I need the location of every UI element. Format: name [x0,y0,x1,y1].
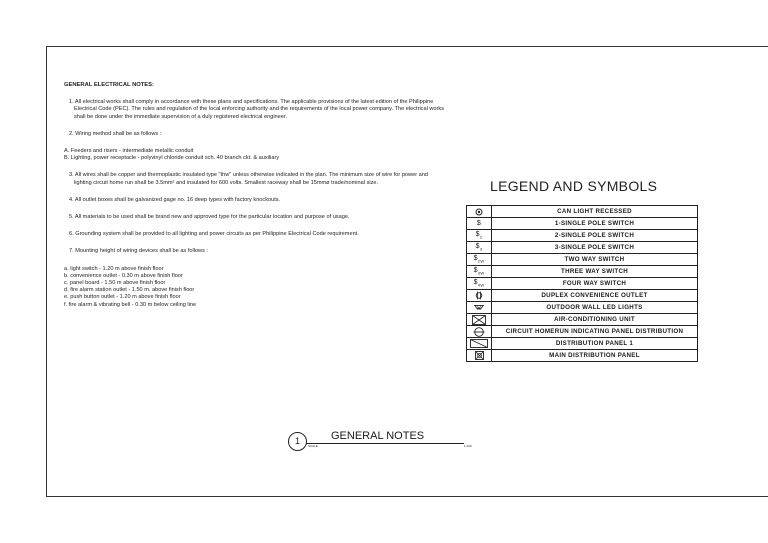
legend-label: DISTRIBUTION PANEL 1 [492,338,698,350]
legend-row [467,230,698,242]
sheet-border-bottom [46,496,768,497]
can-light-icon [467,206,492,218]
legend-label: THREE WAY SWITCH [492,266,698,278]
note-4: 4. All outlet boxes shall be galvanized gage no. 16 deep types with factory knockouts. [69,196,281,203]
four-way-switch-icon [467,278,492,290]
three-gang-switch-icon [467,242,492,254]
switch-glyph: $ [473,255,478,263]
legend-row [467,254,698,266]
note-7: 7. Mounting height of wiring devices shall be as follows : [69,248,208,255]
legend-label: AIR-CONDITIONING UNIT [492,314,698,326]
sheet-border-top [46,46,768,47]
switch-subscript: 2W [477,258,485,264]
note-2a: A. Feeders and risers - intermediate metallic conduit [64,148,194,155]
legend-label: OUTDOOR WALL LED LIGHTS [492,302,698,314]
legend-row [467,350,698,362]
mounting-height-c: c. panel board - 1.50 m above finish floor [64,280,166,287]
note-6: 6. Grounding system shall be provided to all lighting and power circuits as per Philippine Electrical Code requirement. [69,231,359,238]
note-2b: B. Lighting, power receptacle - polyvinyl chloride conduit sch. 40 branch ckt. & auxiliary [64,155,280,162]
legend-row [467,314,698,326]
legend-row [467,290,698,302]
duplex-outlet-icon [467,290,492,302]
wall-light-icon [467,302,492,314]
note-5: 5. All materials to be used shall be brand new and approved type for the particular location and purpose of usage. [69,214,350,221]
detail-number: 1 [288,432,307,451]
switch-subscript: 2 [479,234,483,240]
note-3: 3. All wires shall be copper and thermoplastic insulated type "thw" unless otherwise indicated in the plan. The minimum size of wire for power and lighting circuit home run shall be 3.5mm² and insulated for 600 volts. Smallest raceway shall be 15mmø trade/nominal size. [69,172,428,186]
two-gang-switch-icon [467,230,492,242]
legend-title: LEGEND AND SYMBOLS [490,178,658,194]
legend-label: CIRCUIT HOMERUN INDICATING PANEL DISTRIBUTION [492,326,698,338]
switch-glyph: $ [475,231,480,239]
caption-scale-label: SCALE [308,444,318,448]
homerun-icon [467,326,492,338]
legend-label: DUPLEX CONVENIENCE OUTLET [492,290,698,302]
caption-underline [306,443,464,444]
mounting-height-b: b. convenience outlet - 0.30 m above finish floor [64,272,183,279]
legend-label: MAIN DISTRIBUTION PANEL [492,350,698,362]
legend-row [467,302,698,314]
mounting-height-d: d. fire alarm station outlet - 1.50 m. above finish floor [64,287,195,294]
general-notes [64,82,444,309]
legend-table [466,205,698,362]
notes-title: GENERAL ELECTRICAL NOTES: [64,82,154,88]
legend-row [467,338,698,350]
legend-label: 2-SINGLE POLE SWITCH [492,230,698,242]
legend-row [467,266,698,278]
panel-icon [467,338,492,350]
caption-title: GENERAL NOTES [331,430,425,442]
sheet-border-left [46,46,47,496]
switch-subscript: 3W [477,270,485,276]
legend-label: CAN LIGHT RECESSED [492,206,698,218]
legend-label: FOUR WAY SWITCH [492,278,698,290]
switch-glyph: $ [473,279,478,287]
aircon-icon [467,314,492,326]
switch-subscript: 4W [477,282,485,288]
main-panel-icon [467,350,492,362]
legend-row [467,242,698,254]
mounting-height-f: f. fire alarm & vibrating bell - 0.30 m below ceiling line [64,301,197,308]
two-way-switch-icon [467,254,492,266]
legend-row [467,326,698,338]
legend-row [467,218,698,230]
switch-glyph: $ [476,220,482,227]
legend-row [467,206,698,218]
switch-subscript: 3 [479,246,483,252]
three-way-switch-icon [467,266,492,278]
switch-glyph: $ [475,243,480,251]
single-pole-switch-icon [467,218,492,230]
legend-label: 3-SINGLE POLE SWITCH [492,242,698,254]
note-2: 2. Wiring method shall be as follows : [69,130,162,137]
switch-glyph: $ [473,267,478,275]
mounting-height-e: e. push button outlet - 1.20 m above finish floor [64,294,181,301]
caption-scale-ratio: 1:100 [464,444,472,448]
legend-label: 1-SINGLE POLE SWITCH [492,218,698,230]
note-1: 1. All electrical works shall comply in accordance with these plans and specifications. The applicable provisions of the latest edition of the Philippine Electrical Code (PEC). The rules and regulation of the local enforcing authority and the requirements of the local power company. The electrical works shall be done under the immediate supervision of a duly registered electrical engineer. [69,99,444,120]
mounting-height-a: a. light switch - 1.20 m above finish floor [64,265,164,272]
legend-label: TWO WAY SWITCH [492,254,698,266]
legend-row [467,278,698,290]
